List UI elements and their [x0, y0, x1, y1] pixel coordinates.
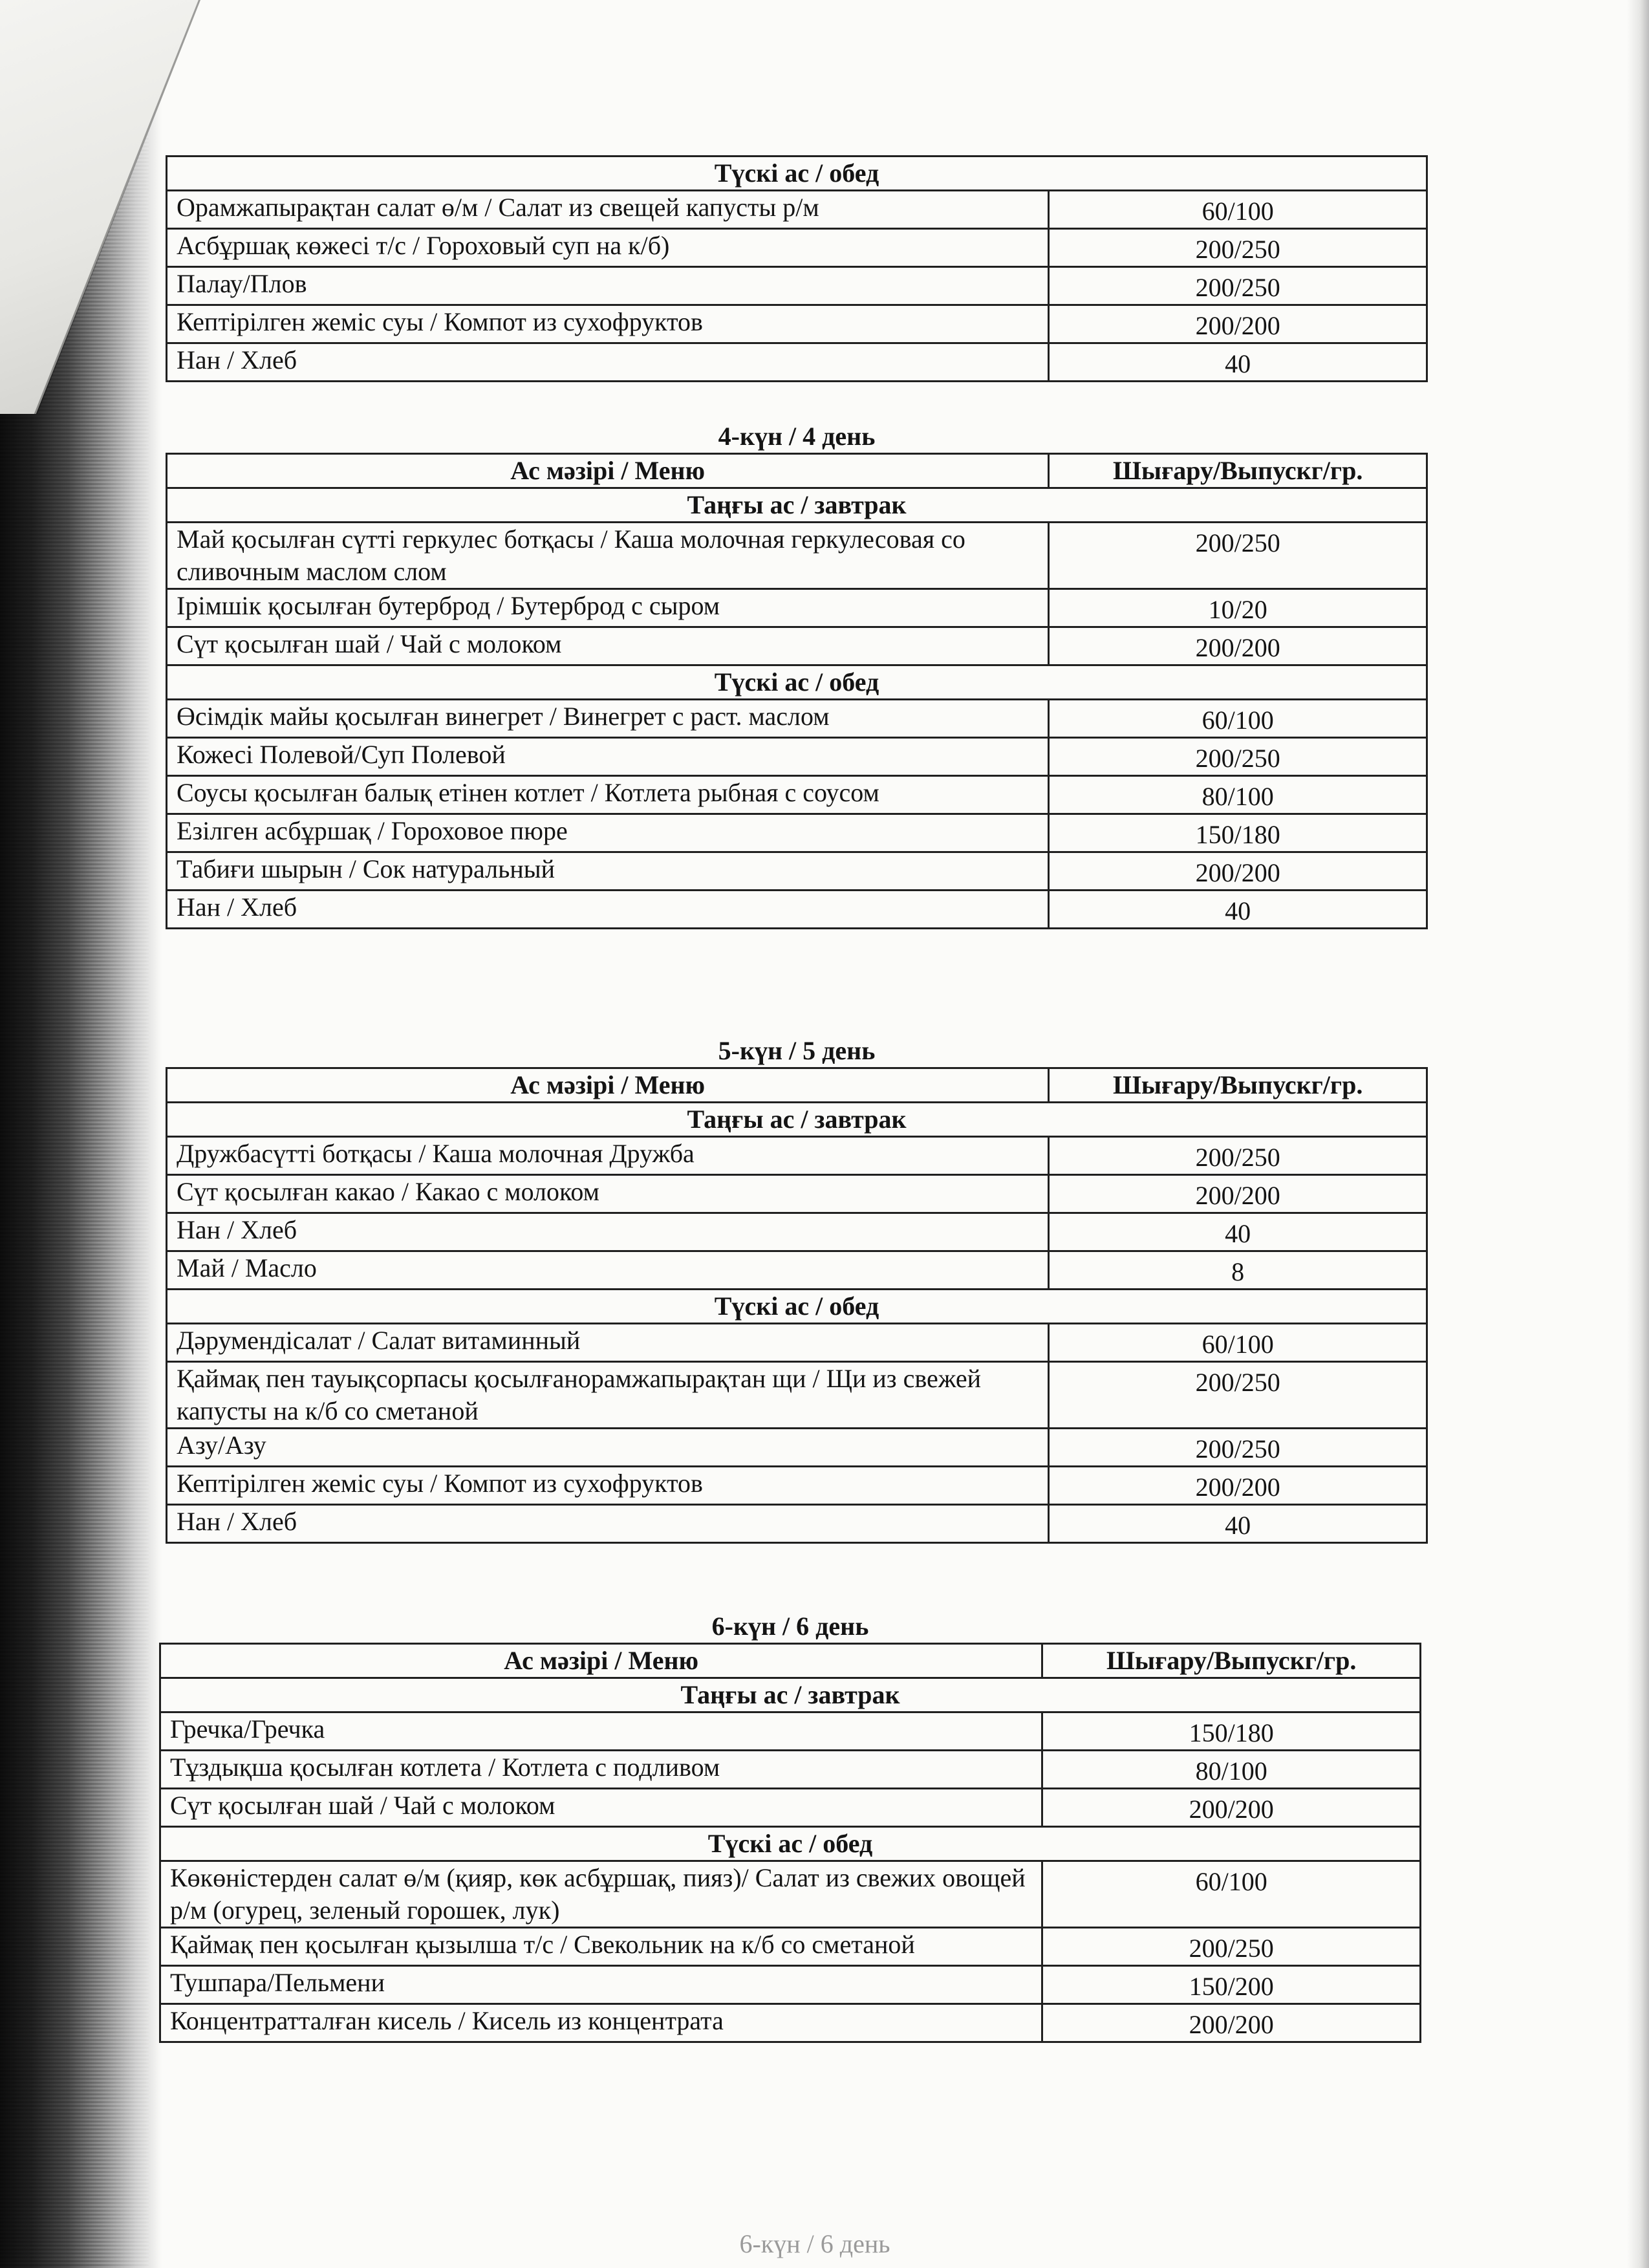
table-row: [167, 776, 1427, 814]
section-header-row: [167, 157, 1427, 191]
portion-output: 200/200: [1049, 1467, 1427, 1505]
table-row: [160, 1966, 1421, 2004]
day6-title: 6-күн / 6 день: [711, 1612, 869, 1641]
dish-name: Нан / Хлеб: [167, 891, 1049, 929]
portion-output: 60/100: [1049, 191, 1427, 229]
dish-name: Табиғи шырын / Сок натуральный: [167, 852, 1049, 891]
column-header-row: [167, 1068, 1427, 1103]
portion-output: 200/250: [1049, 1137, 1427, 1175]
dish-name: Дружбасүтті ботқасы / Каша молочная Дружба: [167, 1137, 1049, 1175]
dish-name: Соусы қосылған балық етінен котлет / Котлета рыбная с соусом: [167, 776, 1049, 814]
section-header-row: [160, 1827, 1421, 1861]
dish-name: Сүт қосылған шай / Чай с молоком: [167, 627, 1049, 665]
bleed-through-footer: 6-күн / 6 день: [739, 2229, 890, 2258]
portion-output: 80/100: [1042, 1751, 1421, 1789]
day3-lunch-table: [166, 155, 1428, 382]
day6-block: [159, 1610, 1421, 2043]
day5-rows: [167, 1103, 1427, 1543]
portion-output: 200/250: [1049, 267, 1427, 305]
dish-name: Нан / Хлеб: [167, 343, 1049, 382]
portion-output: 200/200: [1042, 1789, 1421, 1827]
portion-output: 200/250: [1042, 1928, 1421, 1966]
portion-output: 200/200: [1049, 305, 1427, 343]
section-header-row: [167, 1290, 1427, 1324]
table-row: [160, 1861, 1421, 1928]
dish-name: Көкөністерден салат ө/м (қияр, көк асбұршақ, пияз)/ Салат из свежих овощей р/м (огурец, зеленый горошек, лук): [160, 1861, 1042, 1928]
portion-output: 40: [1049, 891, 1427, 929]
dish-name: Палау/Плов: [167, 267, 1049, 305]
portion-output: 150/180: [1042, 1712, 1421, 1751]
day5-title: 5-күн / 5 день: [718, 1036, 876, 1065]
portion-output: 8: [1049, 1251, 1427, 1290]
day6-table: [159, 1643, 1421, 2043]
dish-name: Гречка/Гречка: [160, 1712, 1042, 1751]
dish-name: Концентратталған кисель / Кисель из концентрата: [160, 2004, 1042, 2042]
portion-output: 150/200: [1042, 1966, 1421, 2004]
table-row: [167, 852, 1427, 891]
portion-output: 40: [1049, 1213, 1427, 1251]
table-row: [167, 191, 1427, 229]
portion-output: 60/100: [1049, 700, 1427, 738]
table-row: [167, 1505, 1427, 1543]
scan-right-edge: [1627, 0, 1649, 2268]
day4-title: 4-күн / 4 день: [718, 422, 876, 451]
section-label: Таңғы ас / завтрак: [167, 1103, 1427, 1137]
dish-name: Азу/Азу: [167, 1429, 1049, 1467]
portion-output: 200/250: [1049, 738, 1427, 776]
column-header-row: [167, 454, 1427, 488]
day3-lunch-rows: [167, 191, 1427, 382]
day5-table: [166, 1067, 1428, 1544]
dish-name: Кожесі Полевой/Суп Полевой: [167, 738, 1049, 776]
section-label: Түскі ас / обед: [167, 157, 1427, 191]
portion-output: 200/250: [1049, 1429, 1427, 1467]
portion-output: 200/200: [1049, 1175, 1427, 1213]
dish-name: Тұздықша қосылған котлета / Котлета с подливом: [160, 1751, 1042, 1789]
dish-name: Орамжапырақтан салат ө/м / Салат из свещей капусты р/м: [167, 191, 1049, 229]
portion-output: 200/250: [1049, 1362, 1427, 1429]
table-row: [167, 589, 1427, 627]
table-row: [167, 1175, 1427, 1213]
table-row: [160, 2004, 1421, 2042]
day4-rows: [167, 488, 1427, 929]
table-row: [167, 229, 1427, 267]
column-header-row: [160, 1644, 1421, 1678]
dish-name: Асбұршақ көжесі т/с / Гороховый суп на к/б): [167, 229, 1049, 267]
table-row: [167, 814, 1427, 852]
portion-output: 60/100: [1049, 1324, 1427, 1362]
section-label: Түскі ас / обед: [167, 1290, 1427, 1324]
output-column-header: Шығару/Выпускг/гр.: [1049, 454, 1427, 488]
dish-name: Дәрумендісалат / Салат витаминный: [167, 1324, 1049, 1362]
output-column-header: Шығару/Выпускг/гр.: [1042, 1644, 1421, 1678]
day4-block: [166, 420, 1428, 929]
day4-table: [166, 453, 1428, 929]
menu-column-header: Ас мәзірі / Меню: [167, 454, 1049, 488]
table-row: [167, 700, 1427, 738]
table-row: [167, 1137, 1427, 1175]
table-row: [167, 1467, 1427, 1505]
output-column-header: Шығару/Выпускг/гр.: [1049, 1068, 1427, 1103]
dish-name: Нан / Хлеб: [167, 1213, 1049, 1251]
table-row: [160, 1789, 1421, 1827]
portion-output: 80/100: [1049, 776, 1427, 814]
section-header-row: [167, 1103, 1427, 1137]
portion-output: 10/20: [1049, 589, 1427, 627]
day5-block: [166, 1035, 1428, 1544]
portion-output: 200/250: [1049, 229, 1427, 267]
dish-name: Сүт қосылған какао / Какао с молоком: [167, 1175, 1049, 1213]
day3-lunch-block: [166, 155, 1428, 382]
portion-output: 200/250: [1049, 523, 1427, 589]
table-row: [167, 267, 1427, 305]
table-row: [167, 1251, 1427, 1290]
table-row: [167, 343, 1427, 382]
portion-output: 40: [1049, 1505, 1427, 1543]
section-label: Таңғы ас / завтрак: [167, 488, 1427, 523]
table-row: [160, 1712, 1421, 1751]
portion-output: 40: [1049, 343, 1427, 382]
table-row: [167, 1429, 1427, 1467]
dish-name: Тушпара/Пельмени: [160, 1966, 1042, 2004]
table-row: [167, 627, 1427, 665]
table-row: [167, 891, 1427, 929]
dish-name: Қаймақ пен қосылған қызылша т/с / Свекольник на к/б со сметаной: [160, 1928, 1042, 1966]
section-label: Таңғы ас / завтрак: [160, 1678, 1421, 1712]
dish-name: Май / Масло: [167, 1251, 1049, 1290]
dish-name: Нан / Хлеб: [167, 1505, 1049, 1543]
menu-column-header: Ас мәзірі / Меню: [167, 1068, 1049, 1103]
dish-name: Ірімшік қосылған бутерброд / Бутерброд с сыром: [167, 589, 1049, 627]
dish-name: Өсімдік майы қосылған винегрет / Винегрет с раст. маслом: [167, 700, 1049, 738]
section-header-row: [167, 665, 1427, 700]
portion-output: 200/200: [1049, 627, 1427, 665]
menu-column-header: Ас мәзірі / Меню: [160, 1644, 1042, 1678]
portion-output: 200/200: [1042, 2004, 1421, 2042]
dish-name: Сүт қосылған шай / Чай с молоком: [160, 1789, 1042, 1827]
table-row: [160, 1751, 1421, 1789]
section-label: Түскі ас / обед: [167, 665, 1427, 700]
portion-output: 150/180: [1049, 814, 1427, 852]
table-row: [167, 738, 1427, 776]
dish-name: Қаймақ пен тауықсорпасы қосылғанорамжапырақтан щи / Щи из свежей капусты на к/б со сметаной: [167, 1362, 1049, 1429]
table-row: [160, 1928, 1421, 1966]
section-header-row: [167, 488, 1427, 523]
dish-name: Кептірілген жеміс суы / Компот из сухофруктов: [167, 1467, 1049, 1505]
dish-name: Кептірілген жеміс суы / Компот из сухофруктов: [167, 305, 1049, 343]
dish-name: Май қосылған сүтті геркулес ботқасы / Каша молочная геркулесовая со сливочным маслом слом: [167, 523, 1049, 589]
table-row: [167, 305, 1427, 343]
table-row: [167, 1324, 1427, 1362]
section-header-row: [160, 1678, 1421, 1712]
portion-output: 60/100: [1042, 1861, 1421, 1928]
section-label: Түскі ас / обед: [160, 1827, 1421, 1861]
table-row: [167, 1213, 1427, 1251]
dish-name: Езілген асбұршақ / Гороховое пюре: [167, 814, 1049, 852]
table-row: [167, 523, 1427, 589]
portion-output: 200/200: [1049, 852, 1427, 891]
table-row: [167, 1362, 1427, 1429]
day6-rows: [160, 1678, 1421, 2042]
